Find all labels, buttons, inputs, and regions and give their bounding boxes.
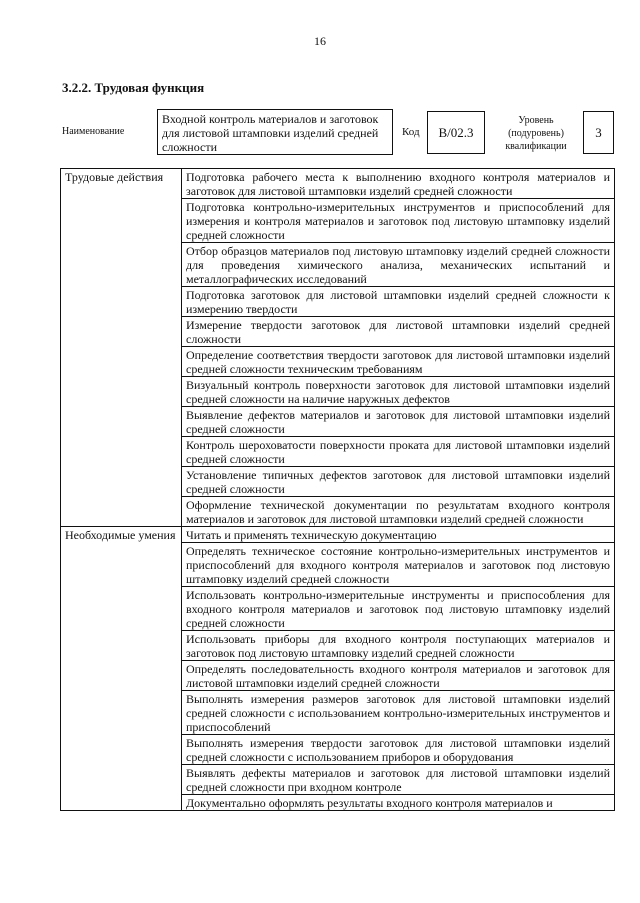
item-cell: Установление типичных дефектов заготовок для листовой штамповки изделий средней сложности	[182, 467, 615, 497]
item-cell: Использовать приборы для входного контроля поступающих материалов и заготовок под листовую штамповку изделий средней сложности	[182, 631, 615, 661]
item-cell: Измерение твердости заготовок для листовой штамповки изделий средней сложности	[182, 317, 615, 347]
item-cell: Визуальный контроль поверхности заготовок для листовой штамповки изделий средней сложности на наличие наружных дефектов	[182, 377, 615, 407]
table-row	[61, 169, 615, 199]
item-cell: Подготовка рабочего места к выполнению входного контроля материалов и заготовок для листовой штамповки изделий средней сложности	[182, 169, 615, 199]
item-cell: Определять техническое состояние контрольно-измерительных инструментов и приспособлений для входного контроля материалов и заготовок под листовую штамповку изделий средней сложности	[182, 543, 615, 587]
item-cell: Использовать контрольно-измерительные инструменты и приспособления для входного контроля материалов и заготовок под листовую штамповку изделий средней сложности	[182, 587, 615, 631]
level-value: 3	[583, 111, 614, 154]
code-value: В/02.3	[427, 111, 485, 154]
item-cell: Подготовка контрольно-измерительных инструментов и приспособлений для измерения и контроля материалов и заготовок под листовую штамповку изделий средней сложности	[182, 199, 615, 243]
function-table-body	[61, 169, 615, 811]
level-label: Уровень (подуровень) квалификации	[505, 115, 567, 152]
section-title: 3.2.2. Трудовая функция	[62, 80, 205, 95]
item-cell: Документально оформлять результаты входного контроля материалов и	[182, 795, 615, 811]
name-label: Наименование	[62, 126, 125, 137]
code-label: Код	[402, 126, 420, 138]
item-cell: Оформление технической документации по результатам входного контроля материалов и заготовок для листовой штамповки изделий средней сложности	[182, 497, 615, 527]
item-cell: Читать и применять техническую документацию	[182, 527, 615, 543]
page-number: 16	[314, 34, 326, 48]
table-row	[61, 527, 615, 543]
item-cell: Подготовка заготовок для листовой штамповки изделий средней сложности к измерению твердости	[182, 287, 615, 317]
name-value: Входной контроль материалов и заготовок для листовой штамповки изделий средней сложности	[157, 109, 393, 155]
category-cell: Трудовые действия	[61, 169, 182, 527]
item-cell: Выполнять измерения твердости заготовок для листовой штамповки изделий средней сложности с использованием приборов и оборудования	[182, 735, 615, 765]
item-cell: Выявление дефектов материалов и заготовок для листовой штамповки изделий средней сложности	[182, 407, 615, 437]
item-cell: Выявлять дефекты материалов и заготовок для листовой штамповки изделий средней сложности при входном контроле	[182, 765, 615, 795]
item-cell: Отбор образцов материалов под листовую штамповку изделий средней сложности для проведения химического анализа, механических испытаний и металлографических исследований	[182, 243, 615, 287]
category-cell: Необходимые умения	[61, 527, 182, 811]
item-cell: Контроль шероховатости поверхности проката для листовой штамповки изделий средней сложности	[182, 437, 615, 467]
item-cell: Выполнять измерения размеров заготовок для листовой штамповки изделий средней сложности с использованием контрольно-измерительных инструментов и приспособлений	[182, 691, 615, 735]
item-cell: Определение соответствия твердости заготовок для листовой штамповки изделий средней сложности техническим требованиям	[182, 347, 615, 377]
function-table	[60, 168, 615, 811]
item-cell: Определять последовательность входного контроля материалов и заготовок для листовой штамповки изделий средней сложности	[182, 661, 615, 691]
